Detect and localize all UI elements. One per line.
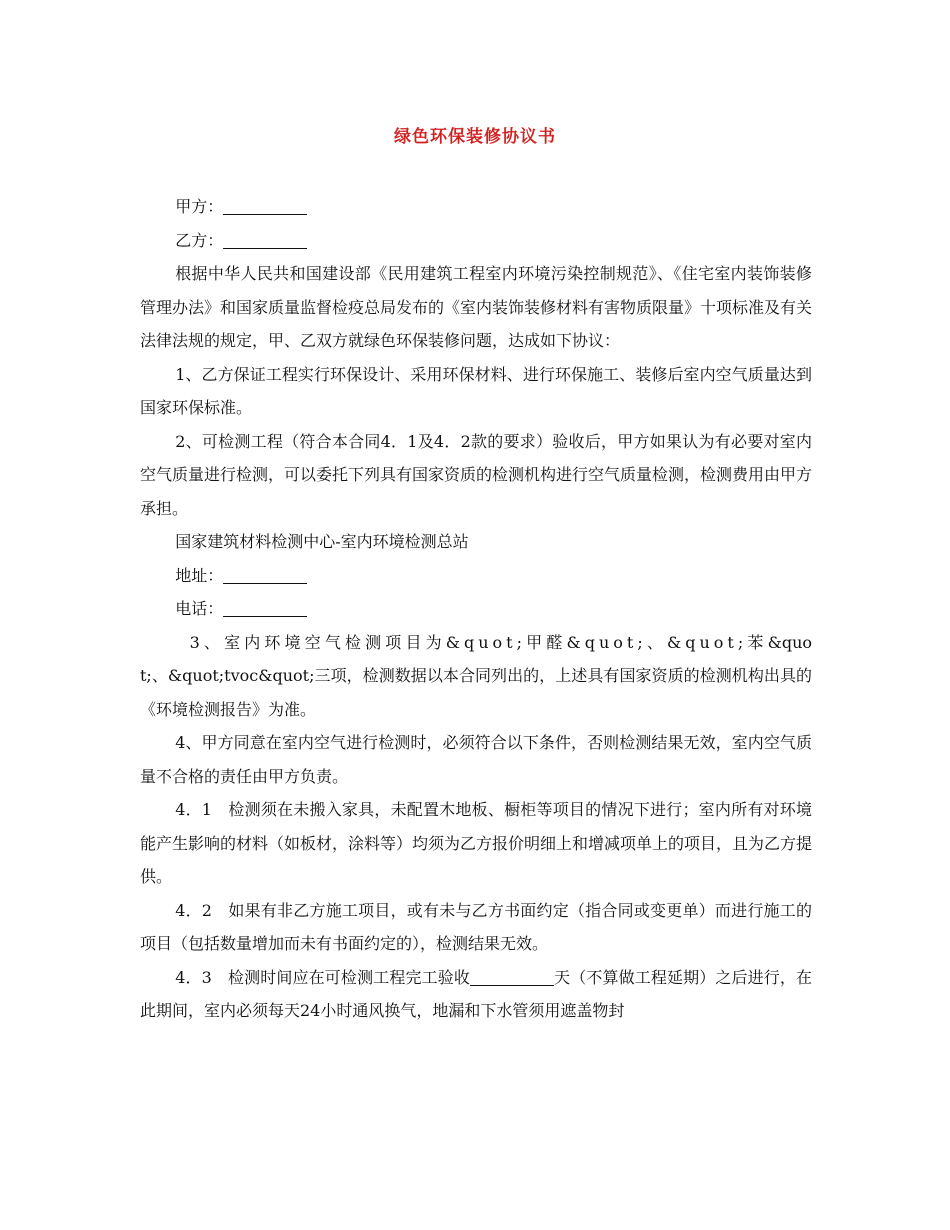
agency-name: 国家建筑材料检测中心-室内环境检测总站 [175,532,469,551]
clause-4-3 [140,961,812,1028]
document-title: 绿色环保装修协议书 [394,127,556,147]
clause-4: 4、甲方同意在室内空气进行检测时，必须符合以下条件，否则检测结果无效，室内空气质量不合格的责任由甲方负责。 [140,733,812,786]
party-a-line [140,190,812,224]
clause-4-2: 4．2 如果有非乙方施工项目，或有未与乙方书面约定（指合同或变更单）而进行施工的项目（包括数量增加而未有书面约定的），检测结果无效。 [140,900,812,953]
phone-line [140,592,812,626]
phone-blank [223,598,307,617]
phone-label: 电话： [175,599,224,618]
party-b-blank [223,230,307,249]
address-blank [223,565,307,584]
clause-3-rest: &quot;、&quot;tvoc&quot;三项，检测数据以本合同列出的，上述具有国家资质的检测机构出具的《环境检测报告》为准。 [140,632,812,719]
party-b-label: 乙方： [175,230,224,250]
party-b-line [140,224,812,258]
intro-paragraph: 根据中华人民共和国建设部《民用建筑工程室内环境污染控制规范》、《住宅室内装饰装修管理办法》和国家质量监督检疫总局发布的《室内装饰装修材料有害物质限量》十项标准及有关法律法规的规定，甲、乙双方就绿色环保装修问题，达成如下协议： [140,264,813,350]
clause-2: 2、可检测工程（符合本合同4．1及4．2款的要求）验收后，甲方如果认为有必要对室内空气质量进行检测，可以委托下列具有国家资质的检测机构进行空气质量检测，检测费用由甲方承担。 [140,431,813,518]
clause-3 [140,626,812,727]
days-blank [470,967,554,986]
party-a-blank [223,196,307,215]
clause-4-3-after: 天（不算做工程延期）之后进行，在此期间，室内必须每天24小时通风换气，地漏和下水管须用遮盖物封 [140,967,812,1020]
clause-3-spaced: 3、室内环境空气检测项目为&quot;甲醛&quot;、&quot;苯 [189,632,768,652]
address-line [140,559,812,593]
clause-4-1: 4．1 检测须在未搬入家具，未配置木地板、橱柜等项目的情况下进行；室内所有对环境能产生影响的材料（如板材，涂料等）均须为乙方报价明细上和增减项单上的项目，且为乙方提供。 [140,800,813,886]
address-label: 地址： [175,565,224,585]
party-a-label: 甲方： [175,197,224,216]
clause-4-3-before: 4．3 检测时间应在可检测工程完工验收 [175,967,470,987]
clause-1: 1、乙方保证工程实行环保设计、采用环保材料、进行环保施工、装修后室内空气质量达到国家环保标准。 [140,364,812,417]
document-body [140,190,812,1028]
